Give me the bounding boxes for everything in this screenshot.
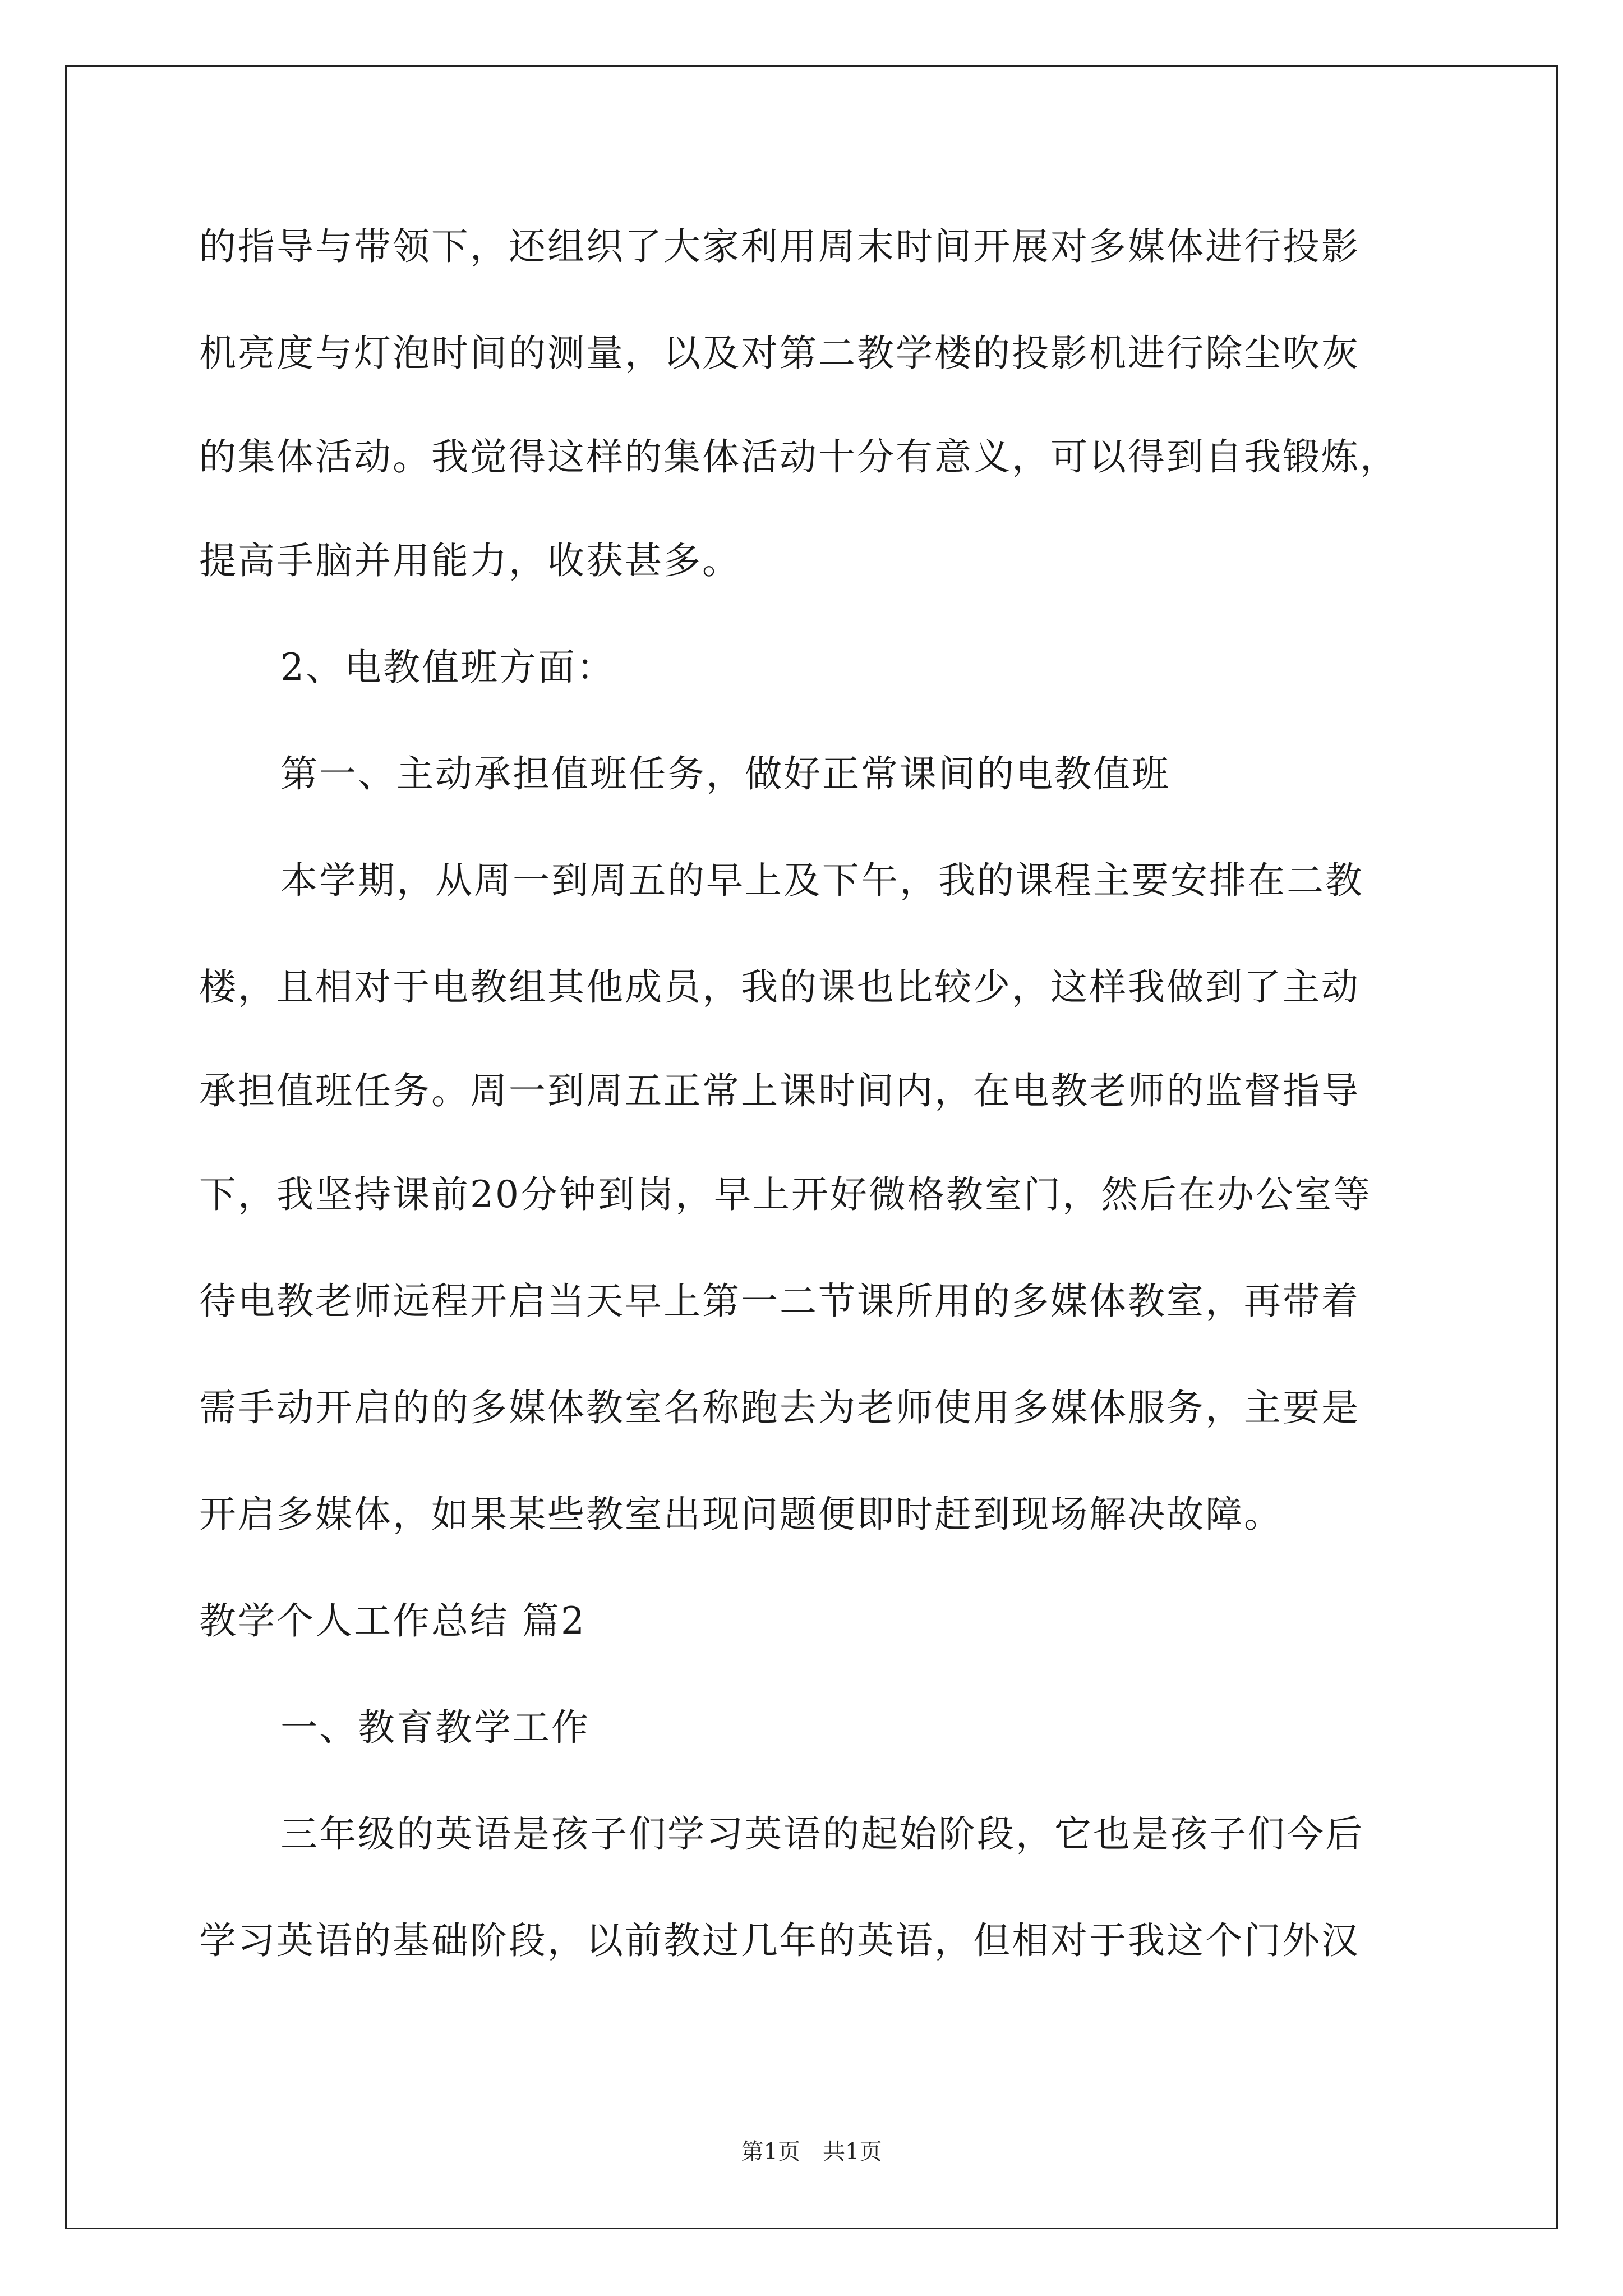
text-line: 需手动开启的的多媒体教室名称跑去为老师使用多媒体服务，主要是 [199, 1386, 1360, 1429]
page-border [65, 65, 1558, 2229]
section-heading: 2、电教值班方面： [280, 646, 615, 689]
text-line: 承担值班任务。周一到周五正常上课时间内，在电教老师的监督指导 [199, 1069, 1360, 1112]
text-line: 的集体活动。我觉得这样的集体活动十分有意义，可以得到自我锻炼， [199, 435, 1399, 478]
text-line: 机亮度与灯泡时间的测量，以及对第二教学楼的投影机进行除尘吹灰 [199, 332, 1360, 375]
text-line: 的指导与带领下，还组织了大家利用周末时间开展对多媒体进行投影 [199, 225, 1360, 268]
text-line: 开启多媒体，如果某些教室出现问题便即时赶到现场解决故障。 [199, 1493, 1283, 1536]
document-title: 教学个人工作总结 篇2 [199, 1599, 586, 1642]
text-line: 楼，且相对于电教组其他成员，我的课也比较少，这样我做到了主动 [199, 965, 1360, 1009]
text-line: 三年级的英语是孩子们学习英语的起始阶段，它也是孩子们今后 [280, 1812, 1364, 1856]
text-line: 待电教老师远程开启当天早上第一二节课所用的多媒体教室，再带着 [199, 1280, 1360, 1323]
sub-heading: 第一、主动承担值班任务，做好正常课间的电教值班 [280, 752, 1170, 795]
text-line: 提高手脑并用能力，收获甚多。 [199, 539, 741, 582]
page-footer: 第1页 共1页 [741, 2139, 882, 2165]
text-line: 学习英语的基础阶段，以前教过几年的英语，但相对于我这个门外汉 [199, 1919, 1360, 1962]
section-heading: 一、教育教学工作 [280, 1706, 590, 1749]
text-line: 下，我坚持课前20分钟到岗，早上开好微格教室门，然后在办公室等 [199, 1173, 1372, 1216]
text-line: 本学期，从周一到周五的早上及下午，我的课程主要安排在二教 [280, 859, 1364, 902]
